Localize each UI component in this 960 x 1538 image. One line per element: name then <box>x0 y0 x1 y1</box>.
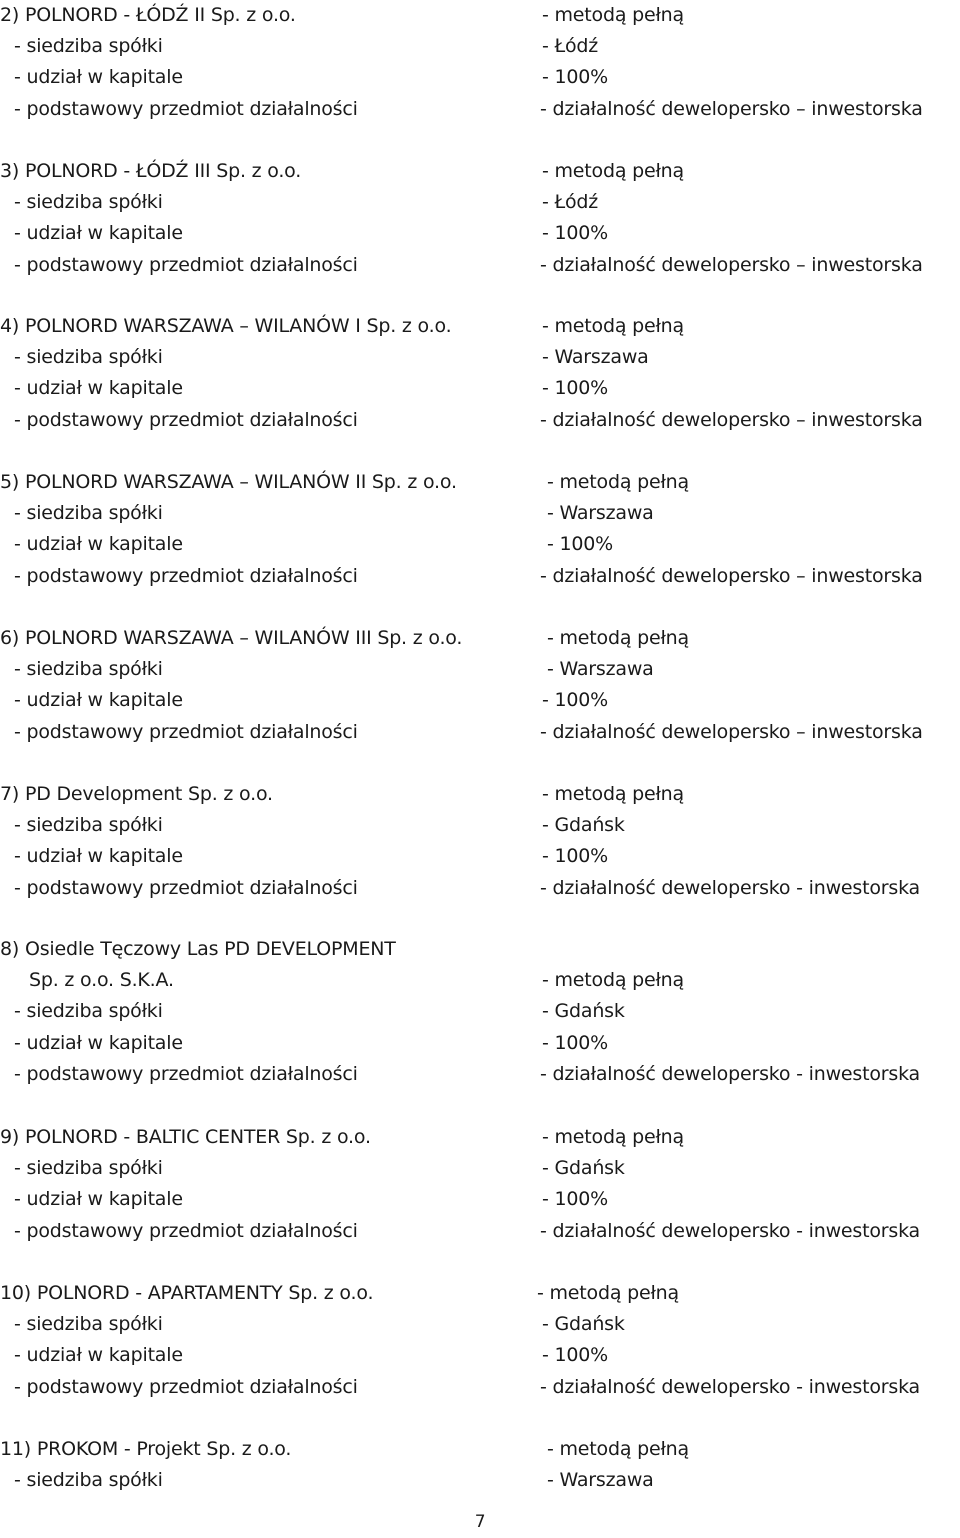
activity-label: - podstawowy przedmiot działalności <box>14 253 358 276</box>
share-label: - udział w kapitale <box>14 222 183 245</box>
entry-title-row <box>0 467 960 498</box>
share-label: - udział w kapitale <box>14 1188 183 1211</box>
share-value: - 100% <box>542 1188 609 1211</box>
seat-value: - Gdańsk <box>542 814 625 837</box>
subsidiary-entry <box>0 1122 960 1247</box>
consolidation-method: - metodą pełną <box>542 160 684 182</box>
consolidation-method: - metodą pełną <box>547 627 689 649</box>
activity-row <box>0 405 960 436</box>
share-value: - 100% <box>542 845 609 868</box>
consolidation-method: - metodą pełną <box>542 315 684 337</box>
seat-label: - siedziba spółki <box>14 1313 163 1336</box>
seat-row <box>0 1153 960 1184</box>
share-row <box>0 373 960 404</box>
share-label: - udział w kapitale <box>14 533 183 556</box>
consolidation-method: - metodą pełną <box>547 1438 689 1460</box>
activity-value: - działalność dewelopersko - inwestorska <box>540 1219 920 1242</box>
activity-row <box>0 250 960 281</box>
share-label: - udział w kapitale <box>14 1031 183 1054</box>
activity-value: - działalność dewelopersko - inwestorska <box>540 876 920 899</box>
entry-title: 11) PROKOM - Projekt Sp. z o.o. <box>0 1438 292 1460</box>
seat-value: - Gdańsk <box>542 1313 625 1336</box>
entry-title-row <box>0 623 960 654</box>
seat-value: - Łódź <box>542 191 599 214</box>
share-label: - udział w kapitale <box>14 66 183 89</box>
subsidiary-entry <box>0 156 960 281</box>
seat-value: - Warszawa <box>547 658 654 681</box>
activity-value: - działalność dewelopersko - inwestorska <box>540 1062 920 1085</box>
activity-row <box>0 1372 960 1403</box>
entry-title: 9) POLNORD - BALTIC CENTER Sp. z o.o. <box>0 1126 371 1148</box>
share-row <box>0 218 960 249</box>
seat-label: - siedziba spółki <box>14 502 163 525</box>
activity-label: - podstawowy przedmiot działalności <box>14 97 358 120</box>
share-row <box>0 1184 960 1215</box>
activity-value: - działalność dewelopersko – inwestorska <box>540 408 923 431</box>
seat-value: - Warszawa <box>547 1469 654 1492</box>
share-label: - udział w kapitale <box>14 845 183 868</box>
entry-title-row <box>0 156 960 187</box>
entry-title-row <box>0 311 960 342</box>
consolidation-method: - metodą pełną <box>547 471 689 493</box>
entry-title: 6) POLNORD WARSZAWA – WILANÓW III Sp. z o.o. <box>0 627 463 649</box>
entry-title: 7) PD Development Sp. z o.o. <box>0 783 273 805</box>
share-value: - 100% <box>547 533 614 556</box>
entry-title: 5) POLNORD WARSZAWA – WILANÓW II Sp. z o.o. <box>0 471 457 493</box>
seat-row <box>0 187 960 218</box>
consolidation-method: - metodą pełną <box>542 4 684 26</box>
subsidiary-entry <box>0 779 960 904</box>
entry-title: 4) POLNORD WARSZAWA – WILANÓW I Sp. z o.o. <box>0 315 452 337</box>
share-label: - udział w kapitale <box>14 689 183 712</box>
entry-title-row <box>0 1122 960 1153</box>
activity-row <box>0 873 960 904</box>
seat-label: - siedziba spółki <box>14 1157 163 1180</box>
activity-value: - działalność dewelopersko – inwestorska <box>540 253 923 276</box>
share-value: - 100% <box>542 222 609 245</box>
entry-title: 10) POLNORD - APARTAMENTY Sp. z o.o. <box>0 1282 374 1304</box>
activity-row <box>0 717 960 748</box>
seat-label: - siedziba spółki <box>14 1000 163 1023</box>
page-number: 7 <box>474 1512 486 1532</box>
entry-title: 2) POLNORD - ŁÓDŹ II Sp. z o.o. <box>0 4 296 26</box>
consolidation-method: - metodą pełną <box>542 1126 684 1148</box>
entry-title-row <box>0 1434 960 1465</box>
seat-value: - Gdańsk <box>542 1157 625 1180</box>
entry-title-continued-row <box>0 965 960 996</box>
subsidiary-entry <box>0 0 960 125</box>
consolidation-method: - metodą pełną <box>542 783 684 805</box>
seat-value: - Warszawa <box>547 502 654 525</box>
share-value: - 100% <box>542 1031 609 1054</box>
entry-title-row <box>0 934 960 965</box>
seat-label: - siedziba spółki <box>14 658 163 681</box>
seat-row <box>0 342 960 373</box>
seat-value: - Warszawa <box>542 346 649 369</box>
activity-row <box>0 1216 960 1247</box>
subsidiary-entry <box>0 1278 960 1403</box>
entry-title: 3) POLNORD - ŁÓDŹ III Sp. z o.o. <box>0 160 302 182</box>
seat-row <box>0 498 960 529</box>
seat-value: - Gdańsk <box>542 1000 625 1023</box>
activity-value: - działalność dewelopersko – inwestorska <box>540 564 923 587</box>
activity-label: - podstawowy przedmiot działalności <box>14 1219 358 1242</box>
consolidation-method: - metodą pełną <box>537 1282 679 1304</box>
subsidiary-entry <box>0 1434 960 1496</box>
activity-row <box>0 561 960 592</box>
share-row <box>0 62 960 93</box>
seat-label: - siedziba spółki <box>14 814 163 837</box>
share-row <box>0 685 960 716</box>
seat-label: - siedziba spółki <box>14 35 163 58</box>
subsidiary-entry <box>0 311 960 436</box>
seat-label: - siedziba spółki <box>14 191 163 214</box>
seat-row <box>0 654 960 685</box>
seat-row <box>0 1309 960 1340</box>
subsidiary-entry <box>0 467 960 592</box>
share-value: - 100% <box>542 689 609 712</box>
seat-row <box>0 810 960 841</box>
activity-label: - podstawowy przedmiot działalności <box>14 1062 358 1085</box>
share-label: - udział w kapitale <box>14 377 183 400</box>
seat-value: - Łódź <box>542 35 599 58</box>
entry-title-row <box>0 1278 960 1309</box>
activity-label: - podstawowy przedmiot działalności <box>14 720 358 743</box>
entry-title-continued: Sp. z o.o. S.K.A. <box>29 969 174 992</box>
share-value: - 100% <box>542 1344 609 1367</box>
activity-value: - działalność dewelopersko – inwestorska <box>540 97 923 120</box>
activity-label: - podstawowy przedmiot działalności <box>14 876 358 899</box>
seat-label: - siedziba spółki <box>14 346 163 369</box>
activity-label: - podstawowy przedmiot działalności <box>14 408 358 431</box>
share-label: - udział w kapitale <box>14 1344 183 1367</box>
consolidation-method: - metodą pełną <box>542 969 684 992</box>
activity-label: - podstawowy przedmiot działalności <box>14 564 358 587</box>
activity-row <box>0 1059 960 1090</box>
entry-title: 8) Osiedle Tęczowy Las PD DEVELOPMENT <box>0 938 396 960</box>
seat-row <box>0 1465 960 1496</box>
seat-row <box>0 996 960 1027</box>
entry-title-row <box>0 779 960 810</box>
share-value: - 100% <box>542 377 609 400</box>
share-row <box>0 1028 960 1059</box>
activity-row <box>0 94 960 125</box>
share-row <box>0 841 960 872</box>
share-row <box>0 1340 960 1371</box>
subsidiary-entry <box>0 623 960 748</box>
entry-title-row <box>0 0 960 31</box>
share-value: - 100% <box>542 66 609 89</box>
activity-label: - podstawowy przedmiot działalności <box>14 1375 358 1398</box>
activity-value: - działalność dewelopersko – inwestorska <box>540 720 923 743</box>
subsidiary-entry <box>0 934 960 1090</box>
activity-value: - działalność dewelopersko - inwestorska <box>540 1375 920 1398</box>
seat-row <box>0 31 960 62</box>
share-row <box>0 529 960 560</box>
seat-label: - siedziba spółki <box>14 1469 163 1492</box>
